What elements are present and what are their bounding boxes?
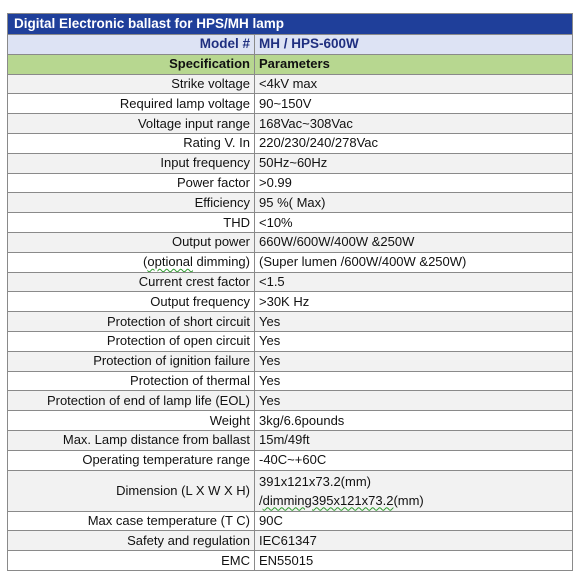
table-title: Digital Electronic ballast for HPS/MH lamp [8, 14, 573, 35]
model-row [8, 35, 573, 55]
row-value: Yes [255, 371, 573, 391]
table-row [8, 133, 573, 153]
header-parameters: Parameters [255, 54, 573, 74]
row-value: <4kV max [255, 74, 573, 94]
row-label: Max. Lamp distance from ballast [8, 430, 255, 450]
row-value: Yes [255, 391, 573, 411]
row-value-dimension [255, 470, 573, 511]
model-value: MH / HPS-600W [255, 35, 573, 55]
header-specification: Specification [8, 54, 255, 74]
row-value: (Super lumen /600W/400W &250W) [255, 252, 573, 272]
row-label: Rating V. In [8, 133, 255, 153]
table-row [8, 391, 573, 411]
row-label: Voltage input range [8, 114, 255, 134]
row-label: Protection of open circuit [8, 331, 255, 351]
row-label: Safety and regulation [8, 531, 255, 551]
row-label: Protection of ignition failure [8, 351, 255, 371]
row-value: >0.99 [255, 173, 573, 193]
table-row [8, 411, 573, 431]
row-value: EN55015 [255, 551, 573, 571]
header-row [8, 54, 573, 74]
table-row-dimension [8, 470, 573, 511]
row-label: Efficiency [8, 193, 255, 213]
table-row [8, 371, 573, 391]
spellcheck-word: dimming395x121x73.2 [262, 492, 394, 508]
row-label: Output power [8, 232, 255, 252]
dimension-prefix: / [259, 492, 263, 508]
row-label: EMC [8, 551, 255, 571]
label-prefix: ( [143, 254, 148, 270]
row-value: Yes [255, 312, 573, 332]
row-value: 90C [255, 511, 573, 531]
row-label: Protection of end of lamp life (EOL) [8, 391, 255, 411]
row-label [8, 252, 255, 272]
row-label: Required lamp voltage [8, 94, 255, 114]
label-suffix: dimming) [192, 254, 250, 270]
table-row [8, 292, 573, 312]
table-row [8, 193, 573, 213]
row-label: Weight [8, 411, 255, 431]
row-value: -40C~+60C [255, 450, 573, 470]
row-value: 15m/49ft [255, 430, 573, 450]
table-row [8, 312, 573, 332]
dimension-suffix: (mm) [393, 492, 424, 508]
row-value: 50Hz~60Hz [255, 153, 573, 173]
table-row [8, 331, 573, 351]
row-value: 220/230/240/278Vac [255, 133, 573, 153]
row-value: 660W/600W/400W &250W [255, 232, 573, 252]
table-row [8, 511, 573, 531]
table-row [8, 153, 573, 173]
row-label: Protection of short circuit [8, 312, 255, 332]
table-row [8, 430, 573, 450]
row-label: Max case temperature (T C) [8, 511, 255, 531]
row-label: Input frequency [8, 153, 255, 173]
row-value: 168Vac~308Vac [255, 114, 573, 134]
row-value: IEC61347 [255, 531, 573, 551]
row-label: THD [8, 213, 255, 233]
row-value: Yes [255, 331, 573, 351]
dimension-line-1: 391x121x73.2(mm) [259, 473, 371, 489]
title-row [8, 14, 573, 35]
table-row [8, 351, 573, 371]
table-row [8, 272, 573, 292]
spellcheck-word: optional [147, 254, 193, 270]
row-label: Output frequency [8, 292, 255, 312]
spec-sheet [7, 13, 572, 571]
table-row [8, 94, 573, 114]
row-label: Dimension (L X W X H) [8, 470, 255, 511]
row-value: Yes [255, 351, 573, 371]
table-row [8, 173, 573, 193]
table-row [8, 252, 573, 272]
table-row [8, 74, 573, 94]
row-value: 90~150V [255, 94, 573, 114]
row-value: >30K Hz [255, 292, 573, 312]
row-value: 3kg/6.6pounds [255, 411, 573, 431]
row-label: Strike voltage [8, 74, 255, 94]
spec-table [7, 13, 573, 571]
table-row [8, 531, 573, 551]
table-row [8, 213, 573, 233]
row-label: Protection of thermal [8, 371, 255, 391]
row-label: Operating temperature range [8, 450, 255, 470]
row-value: <10% [255, 213, 573, 233]
dimension-line-2 [259, 491, 568, 510]
row-value: <1.5 [255, 272, 573, 292]
model-label: Model # [8, 35, 255, 55]
table-row [8, 551, 573, 571]
row-label: Current crest factor [8, 272, 255, 292]
row-value: 95 %( Max) [255, 193, 573, 213]
table-row [8, 450, 573, 470]
table-row [8, 232, 573, 252]
row-label: Power factor [8, 173, 255, 193]
table-row [8, 114, 573, 134]
